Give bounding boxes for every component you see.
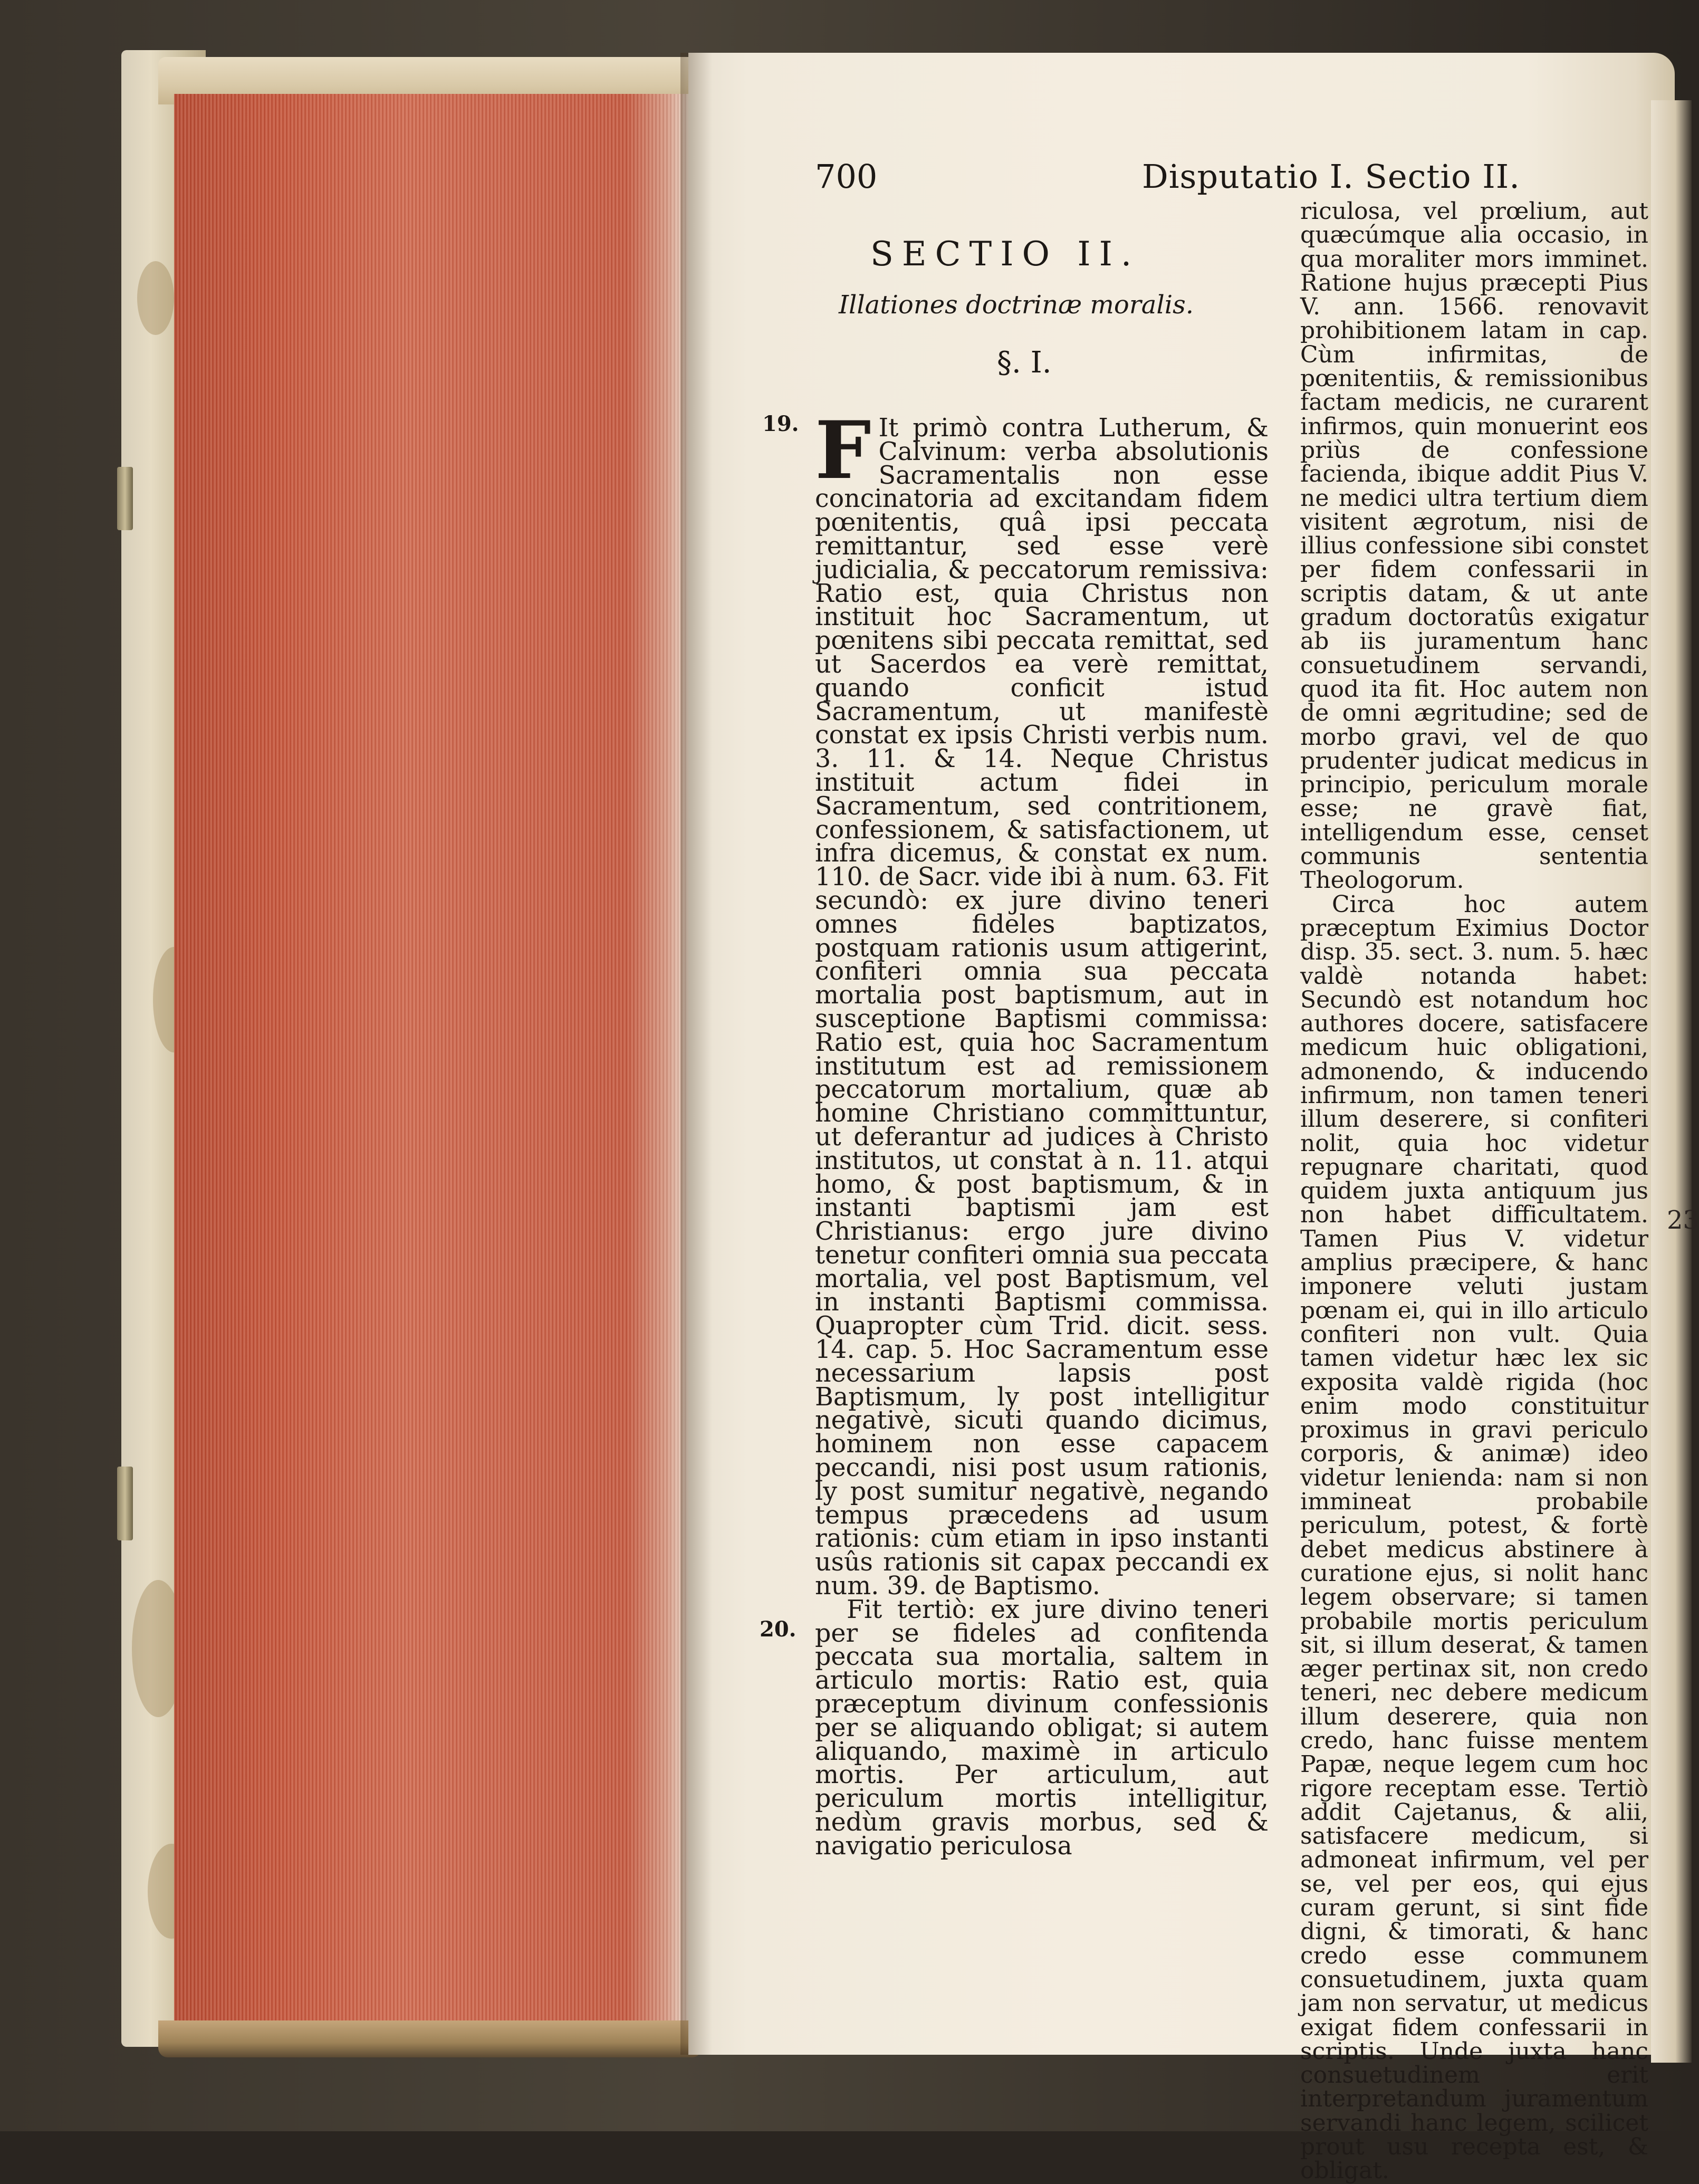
page-number: 700 [815,157,878,196]
margin-number: 20. [760,1617,796,1642]
left-text-column [815,404,1269,1861]
next-page-margin-mark: 23 [1667,1205,1699,1235]
paragraph-sign: §. I. [997,346,1052,380]
red-page-edges [174,94,688,2030]
margin-number: 19. [762,411,799,436]
paragraph: Fit tertiò: ex jure divino teneri per se fideles ad confitenda peccata sua mortalia, saltem in articulo mortis: Ratio est, quia præceptum divinum confessionis per se aliquando obligat; si autem aliquando, maximè in articulo mortis. Per articulum, aut periculum mortis intelligitur, nedùm gravis morbus, sed & navigatio periculosa [815,1595,1269,1861]
book-bottom-edge [158,2020,702,2057]
clasp-hinge [117,467,133,530]
paragraph: riculosa, vel prœlium, aut quæcúmque alia occasio, in qua moraliter mors imminet. Ratione hujus præcepti Pius V. ann. 1566. renovavit prohibitionem latam in cap. Cùm infirmitas, de pœnitentiis, & remissionibus factam medicis, ne curarent infirmos, quin monuerint eos priùs de confessione facienda, ibique addit Pius V. ne medici ultra tertium diem visitent ægrotum, nisi de illius confessione sibi constet per fidem confessarii in scriptis datam, & ut ante gradum doctoratûs exigatur ab iis juramentum hanc consuetudinem servandi, quod ita fit. Hoc autem non de omni ægritudine; sed de morbo gravi, vel de quo prudenter judicat medicus in principio, periculum morale esse; ne gravè fiat, intelligendum esse, censet communis sententia Theologorum. [1300,198,1648,894]
gutter-shadow [680,53,712,2055]
next-page-sliver [1651,100,1692,2063]
running-title: Disputatio I. Sectio II. [1142,157,1520,196]
drop-cap: F [815,404,871,497]
section-subtitle: Illationes doctrinæ moralis. [839,290,1194,320]
clasp-hinge [117,1467,133,1540]
paragraph-text: It primò contra Lutherum, & Calvinum: verba absolutionis Sacramentalis non esse concinatoria ad excitandam fidem pœnitentis, quâ ipsi peccata remittantur, sed esse verè judicialia, & peccatorum remissiva: Ratio est, quia Christus non instituit hoc Sacramentum, ut pœnitens sibi peccata remittat, sed ut Sacerdos ea verè remittat, quando conficit istud Sacramentum, ut manifestè constat ex ipsis Christi verbis num. 3. 11. & 14. Neque Christus instituit actum fidei in Sacramentum, sed contritionem, confessionem, & satisfactionem, ut infra dicemus, & constat ex num. 110. de Sacr. vide ibi à num. 63. Fit secundò: ex jure divino teneri omnes fideles baptizatos, postquam rationis usum attigerint, confiteri omnia sua peccata mortalia post baptismum, aut in susceptione Baptismi commissa: Ratio est, quia hoc Sacramentum institutum est ad remissionem peccatorum mortalium, quæ ab homine Christiano committuntur, ut deferantur ad judices à Christo institutos, ut constat à n. 11. atqui homo, & post baptismum, & in instanti baptismi jam est Christianus: ergo jure divino tenetur confiteri omnia sua peccata mortalia, vel post Baptismum, vel in instanti Baptismi commissa. Quapropter cùm Trid. dicit. sess. 14. cap. 5. Hoc Sacramentum esse necessarium lapsis post Baptismum, ly post intelligitur negativè, sicuti quando dicimus, hominem non esse capacem peccandi, nisi post usum rationis, ly post sumitur negativè, negando tempus præcedens ad usum rationis: cùm etiam in ipso instanti usûs rationis sit capax peccandi ex num. 39. de Baptismo. [815,414,1269,1601]
right-text-column [1300,199,1648,2183]
paragraph: Circa hoc autem præceptum Eximius Doctor disp. 35. sect. 3. num. 5. hæc valdè notanda habet: Secundò est notandum hoc authores docere, satisfacere medicum huic obligationi, admonendo, & inducendo infirmum, non tamen teneri illum deserere, si confiteri nolit, quia hoc videtur repugnare charitati, quod quidem juxta antiquum jus non habet difficultatem. Tamen Pius V. videtur amplius præcipere, & hanc imponere veluti justam pœnam ei, qui in illo articulo confiteri non vult. Quia tamen videtur hæc lex sic exposita valdè rigida (hoc enim modo constituitur proximus in gravi periculo corporis, & animæ) ideo videtur leniendа: nam si non immineat probabile periculum, potest, & fortè debet medicus abstinere à curatione ejus, si nolit hanc legem observare; si tamen probabile mortis periculum sit, si illum deserat, & tamen æger pertinax sit, non credo teneri, nec debere medicum illum deserere, quia non credo, hanc fuisse mentem Papæ, neque legem cum hoc rigore receptam esse. Tertiò addit Cajetanus, & alii, satisfacere medicum, si admoneat infirmum, vel per se, vel per eos, qui ejus curam gerunt, si sint fide digni, & timorati, & hanc credo esse communem consuetudinem, juxta quam jam non servatur, ut medicus exigat fidem confessarii in scriptis. Unde juxta hanc consuetudinem erit interpretandum juramentum servandi hanc legem, scilicet prout usu recepta est, & obligat. [1300,890,1648,2184]
cover-stain [137,261,174,335]
section-title: SECTIO II. [870,235,1140,274]
paragraph [815,404,1269,1601]
